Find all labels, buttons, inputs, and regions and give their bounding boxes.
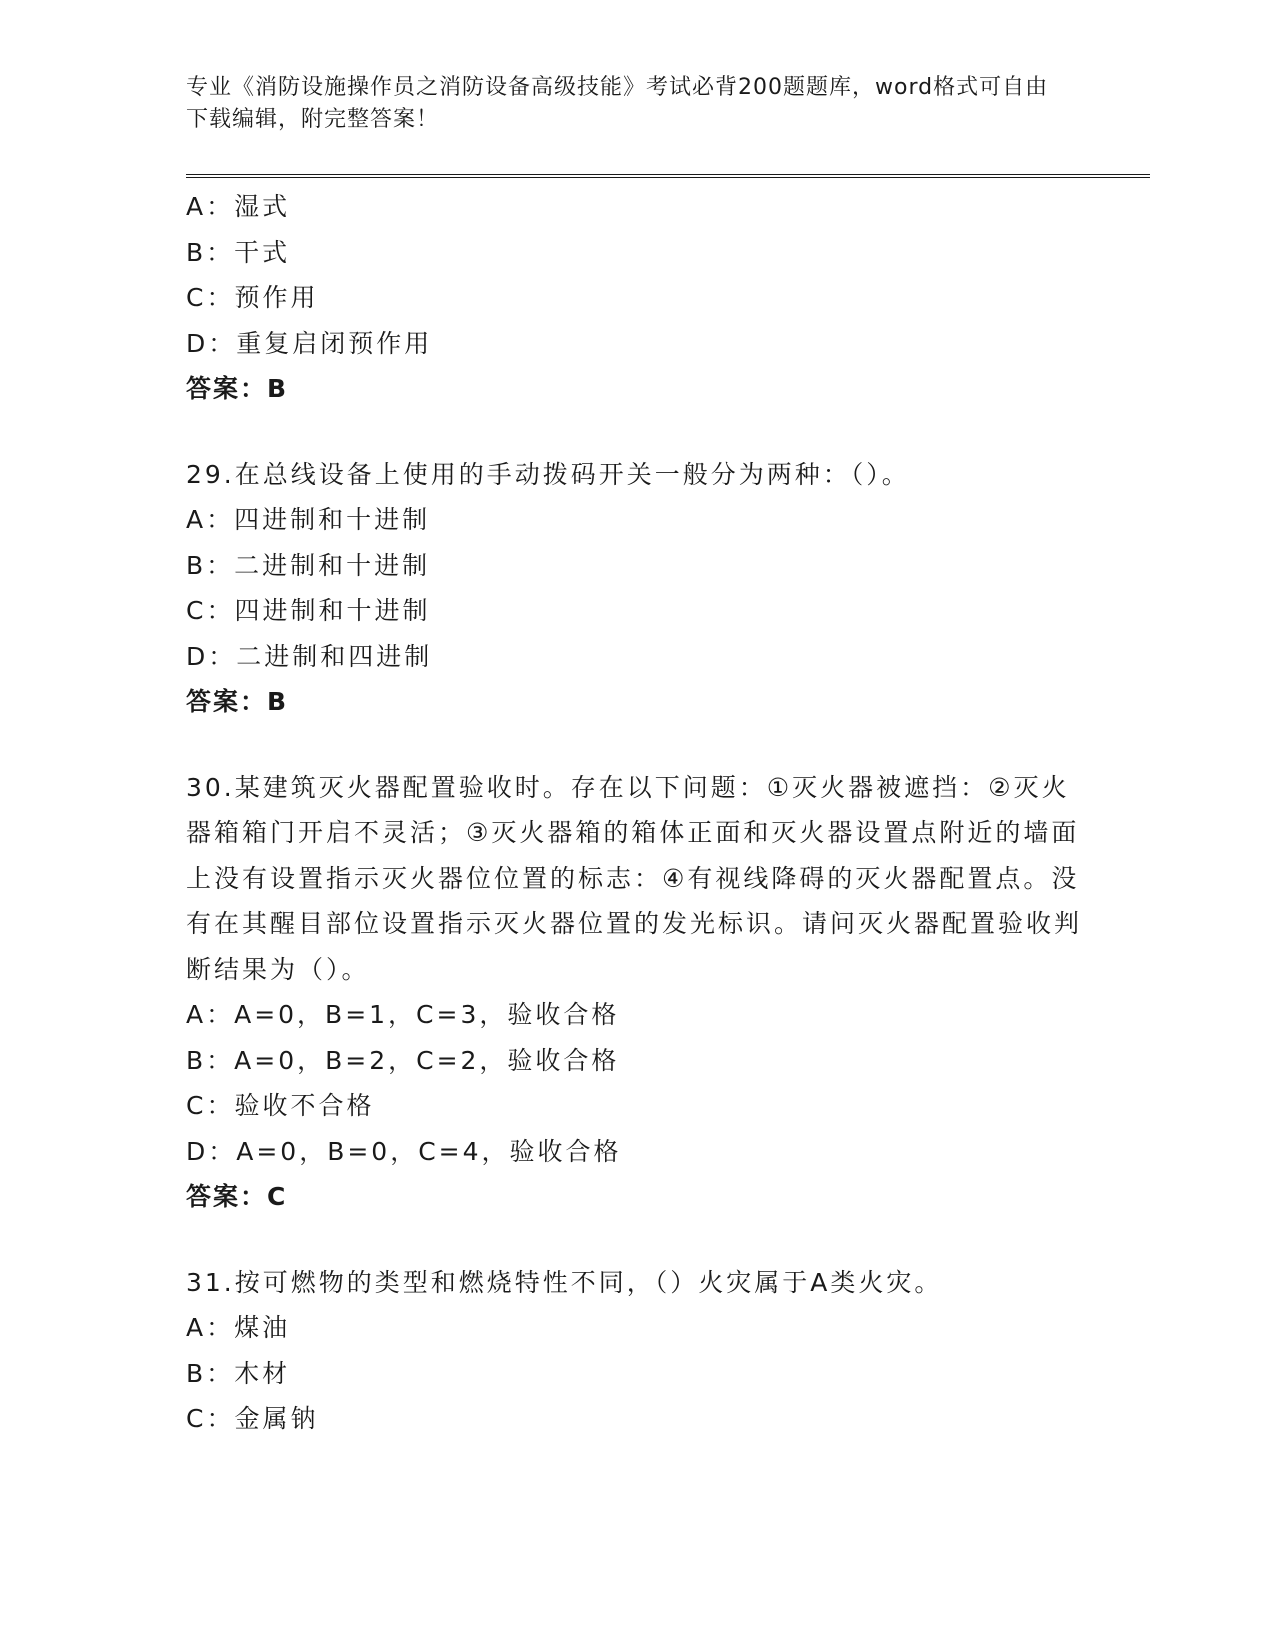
option-d: D：重复启闭预作用 <box>186 328 433 358</box>
option-a: A：湿式 <box>186 192 291 221</box>
question-block-29 <box>186 452 1146 725</box>
answer-line: 答案：B <box>186 374 289 403</box>
option-c: C：验收不合格 <box>186 1091 375 1120</box>
question-text: 29.在总线设备上使用的手动拨码开关一般分为两种：（）。 <box>186 459 910 489</box>
option-c: C：预作用 <box>186 283 319 312</box>
document-header: 专业《消防设施操作员之消防设备高级技能》考试必背200题题库，word格式可自由下载编辑，附完整答案！ <box>186 75 1049 132</box>
option-c: C：金属钠 <box>186 1404 319 1433</box>
option-a: A：煤油 <box>186 1313 291 1342</box>
option-b: B：干式 <box>186 237 291 267</box>
option-c: C：四进制和十进制 <box>186 596 431 625</box>
option-a: A：四进制和十进制 <box>186 505 431 534</box>
question-list <box>186 184 1146 1442</box>
answer-line: 答案：B <box>186 687 289 716</box>
option-d: D：A=0，B=0，C=4，验收合格 <box>186 1136 622 1166</box>
option-b: B：二进制和十进制 <box>186 550 431 580</box>
option-d: D：二进制和四进制 <box>186 641 433 671</box>
option-b: B：A=0，B=2，C=2，验收合格 <box>186 1045 620 1075</box>
answer-line: 答案：C <box>186 1182 288 1211</box>
option-b: B：木材 <box>186 1358 291 1388</box>
question-text: 31.按可燃物的类型和燃烧特性不同，（）火灾属于A类火灾。 <box>186 1267 943 1297</box>
question-block-28 <box>186 184 1146 412</box>
question-block-31 <box>186 1260 1146 1442</box>
question-block-30 <box>186 765 1146 1220</box>
header-divider <box>186 174 1150 178</box>
document-page <box>186 0 1146 1442</box>
question-text: 30.某建筑灭火器配置验收时。存在以下问题：①灭火器被遮挡：②灭火器箱箱门开启不灵活；③灭火器箱的箱体正面和灭火器设置点附近的墙面上没有设置指示灭火器位位置的标志：④有视线降碍的灭火器配置点。没有在其醒目部位设置指示灭火器位置的发光标识。请问灭火器配置验收判断结果为（）。 <box>186 772 1083 984</box>
option-a: A：A=0，B=1，C=3，验收合格 <box>186 1000 620 1029</box>
